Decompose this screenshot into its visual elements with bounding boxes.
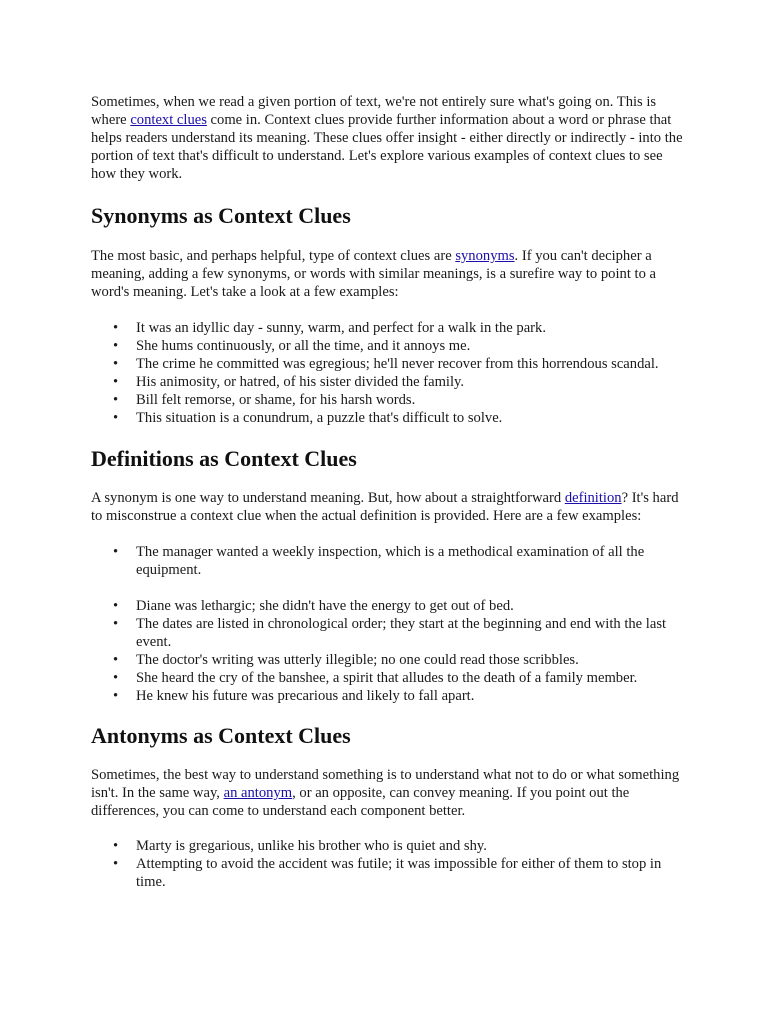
definitions-heading: Definitions as Context Clues bbox=[91, 446, 357, 471]
list-item: • Marty is gregarious, unlike his brother who is quiet and shy. bbox=[91, 837, 691, 855]
list-item: • Diane was lethargic; she didn't have the energy to get out of bed. bbox=[91, 597, 691, 615]
definitions-text-after-link: ? It's hard to misconstrue a context clue when the actual definition is provided. Here are a few examples: bbox=[91, 490, 679, 524]
intro-text-after-link: come in. Context clues provide further information about a word or phrase that helps readers understand its meaning. These clues offer insight - either directly or indirectly - into the portion of text that's difficult to understand. Let's explore various examples of context clues to see how they work. bbox=[91, 112, 683, 182]
synonyms-text-after-link: . If you can't decipher a meaning, adding a few synonyms, or words with similar meanings, is a surefire way to point to a word's meaning. Let's take a look at a few examples: bbox=[91, 248, 656, 300]
synonyms-paragraph bbox=[91, 247, 691, 301]
list-item: • He knew his future was precarious and likely to fall apart. bbox=[91, 687, 691, 705]
synonyms-text-before-link: The most basic, and perhaps helpful, type of context clues are bbox=[91, 248, 456, 264]
antonyms-heading: Antonyms as Context Clues bbox=[91, 723, 351, 748]
definitions-example-list-second bbox=[91, 597, 691, 705]
intro-paragraph bbox=[91, 93, 691, 183]
definitions-text-before-link: A synonym is one way to understand meaning. But, how about a straightforward bbox=[91, 490, 565, 506]
context-clues-link[interactable]: context clues bbox=[130, 112, 207, 128]
definitions-example-list-first bbox=[91, 543, 691, 579]
intro-text-before-link: Sometimes, when we read a given portion of text, we're not entirely sure what's going on. This is where bbox=[91, 94, 657, 128]
list-item: • Attempting to avoid the accident was futile; it was impossible for either of them to stop in time. bbox=[91, 855, 691, 891]
antonym-link[interactable]: an antonym bbox=[223, 785, 293, 801]
list-item: • It was an idyllic day - sunny, warm, and perfect for a walk in the park. bbox=[91, 319, 691, 337]
antonyms-text-after-link: , or an opposite, can convey meaning. If you point out the differences, you can come to understand each component better. bbox=[91, 785, 630, 819]
antonyms-paragraph bbox=[91, 766, 691, 820]
list-item: • The dates are listed in chronological order; they start at the beginning and end with the last event. bbox=[91, 615, 691, 651]
antonyms-text-before-link: Sometimes, the best way to understand something is to understand what not to do or what something isn't. In the same way, bbox=[91, 767, 680, 801]
list-item: • This situation is a conundrum, a puzzle that's difficult to solve. bbox=[91, 409, 691, 427]
definitions-paragraph bbox=[91, 489, 691, 525]
list-item: • The doctor's writing was utterly illegible; no one could read those scribbles. bbox=[91, 651, 691, 669]
antonyms-example-list bbox=[91, 837, 691, 891]
synonyms-link[interactable]: synonyms bbox=[455, 248, 515, 264]
synonyms-heading: Synonyms as Context Clues bbox=[91, 203, 351, 228]
list-item: • Bill felt remorse, or shame, for his harsh words. bbox=[91, 391, 691, 409]
list-item: • The crime he committed was egregious; he'll never recover from this horrendous scandal. bbox=[91, 355, 691, 373]
list-item: • The manager wanted a weekly inspection, which is a methodical examination of all the equipment. bbox=[91, 543, 691, 579]
list-item: • His animosity, or hatred, of his sister divided the family. bbox=[91, 373, 691, 391]
definition-link[interactable]: definition bbox=[564, 490, 622, 506]
list-item: • She hums continuously, or all the time, and it annoys me. bbox=[91, 337, 691, 355]
list-item: • She heard the cry of the banshee, a spirit that alludes to the death of a family member. bbox=[91, 669, 691, 687]
document-page bbox=[91, 93, 691, 891]
synonyms-example-list bbox=[91, 319, 691, 427]
